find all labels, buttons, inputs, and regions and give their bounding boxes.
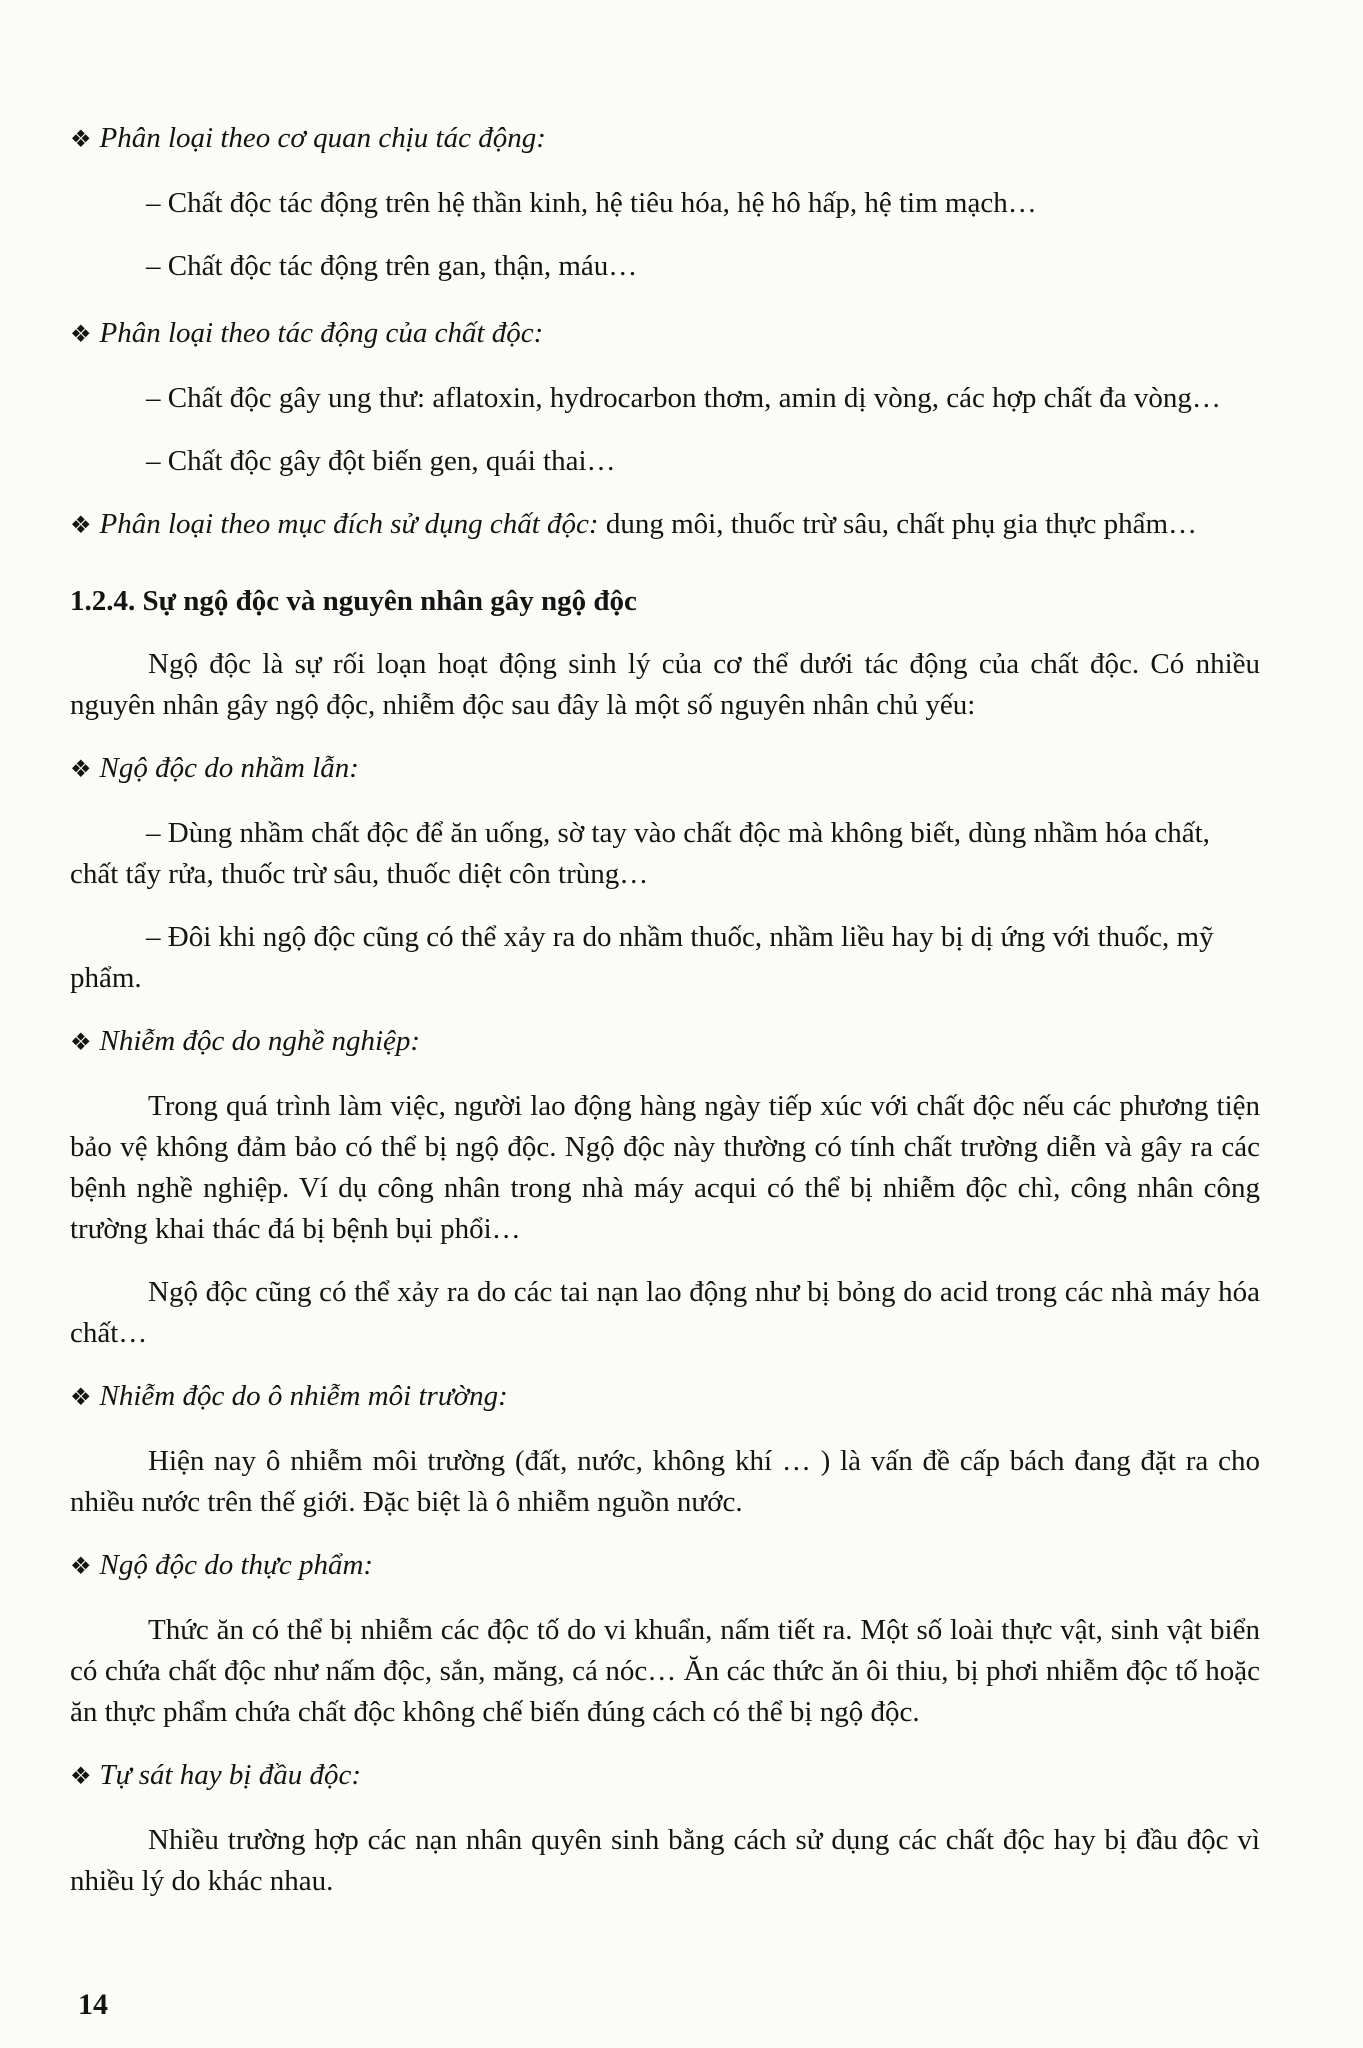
list-item: – Đôi khi ngộ độc cũng có thể xảy ra do nhầm thuốc, nhầm liều hay bị dị ứng với thuốc, mỹ phẩm.	[70, 921, 1214, 994]
paragraph: Ngộ độc cũng có thể xảy ra do các tai nạn lao động như bị bỏng do acid trong các nhà máy hóa chất…	[70, 1276, 1260, 1349]
diamond-bullet-icon: ❖	[70, 1554, 92, 1580]
list-item: – Dùng nhầm chất độc để ăn uống, sờ tay vào chất độc mà không biết, dùng nhầm hóa chất, chất tẩy rửa, thuốc trừ sâu, thuốc diệt côn trùng…	[70, 817, 1210, 890]
bullet-heading: Phân loại theo tác động của chất độc:	[99, 317, 544, 349]
diamond-bullet-icon: ❖	[70, 127, 92, 153]
bullet-heading: Tự sát hay bị đầu độc:	[99, 1759, 362, 1791]
page-number: 14	[78, 1988, 108, 2021]
list-item: – Chất độc gây đột biến gen, quái thai…	[146, 445, 616, 477]
bullet-cause-environment	[70, 1376, 1260, 1419]
bullet-text: dung môi, thuốc trừ sâu, chất phụ gia thực phẩm…	[598, 508, 1198, 540]
bullet-heading: Ngộ độc do thực phẩm:	[99, 1549, 374, 1581]
bullet-heading: Phân loại theo cơ quan chịu tác động:	[99, 122, 546, 154]
diamond-bullet-icon: ❖	[70, 1030, 92, 1056]
bullet-classification-effect	[70, 313, 1260, 356]
list-item: – Chất độc tác động trên hệ thần kinh, hệ tiêu hóa, hệ hô hấp, hệ tim mạch…	[146, 187, 1037, 219]
page-content	[70, 118, 1260, 1902]
bullet-classification-purpose	[70, 504, 1260, 547]
list-item: – Chất độc tác động trên gan, thận, máu…	[146, 250, 638, 282]
bullet-heading: Nhiễm độc do ô nhiễm môi trường:	[99, 1380, 508, 1412]
section-heading: 1.2.4. Sự ngộ độc và nguyên nhân gây ngộ độc	[70, 585, 637, 617]
diamond-bullet-icon: ❖	[70, 1764, 92, 1790]
bullet-heading: Ngộ độc do nhầm lẫn:	[99, 752, 359, 784]
bullet-classification-organ	[70, 118, 1260, 161]
list-item: – Chất độc gây ung thư: aflatoxin, hydrocarbon thơm, amin dị vòng, các hợp chất đa vòng…	[146, 382, 1221, 414]
bullet-cause-suicide	[70, 1755, 1260, 1798]
diamond-bullet-icon: ❖	[70, 513, 92, 539]
diamond-bullet-icon: ❖	[70, 322, 92, 348]
bullet-heading: Phân loại theo mục đích sử dụng chất độc:	[99, 508, 599, 540]
paragraph: Thức ăn có thể bị nhiễm các độc tố do vi khuẩn, nấm tiết ra. Một số loài thực vật, sinh vật biển có chứa chất độc như nấm độc, sắn, măng, cá nóc… Ăn các thức ăn ôi thiu, bị phơi nhiễm độc tố hoặc ăn thực phẩm chứa chất độc không chế biến đúng cách có thể bị ngộ độc.	[70, 1614, 1260, 1728]
paragraph: Nhiều trường hợp các nạn nhân quyên sinh bằng cách sử dụng các chất độc hay bị đầu độc vì nhiều lý do khác nhau.	[70, 1824, 1260, 1897]
paragraph-intro: Ngộ độc là sự rối loạn hoạt động sinh lý của cơ thể dưới tác động của chất độc. Có nhiều nguyên nhân gây ngộ độc, nhiễm độc sau đây là một số nguyên nhân chủ yếu:	[70, 648, 1260, 721]
bullet-heading: Nhiễm độc do nghề nghiệp:	[99, 1025, 421, 1057]
bullet-cause-food	[70, 1545, 1260, 1588]
paragraph: Hiện nay ô nhiễm môi trường (đất, nước, không khí … ) là vấn đề cấp bách đang đặt ra cho nhiều nước trên thế giới. Đặc biệt là ô nhiễm nguồn nước.	[70, 1445, 1260, 1518]
bullet-cause-mistake	[70, 748, 1260, 791]
paragraph: Trong quá trình làm việc, người lao động hàng ngày tiếp xúc với chất độc nếu các phương tiện bảo vệ không đảm bảo có thể bị ngộ độc. Ngộ độc này thường có tính chất trường diễn và gây ra các bệnh nghề nghiệp. Ví dụ công nhân trong nhà máy acqui có thể bị nhiễm độc chì, công nhân công trường khai thác đá bị bệnh bụi phổi…	[70, 1090, 1260, 1245]
diamond-bullet-icon: ❖	[70, 1385, 92, 1411]
bullet-cause-occupation	[70, 1021, 1260, 1064]
diamond-bullet-icon: ❖	[70, 757, 92, 783]
